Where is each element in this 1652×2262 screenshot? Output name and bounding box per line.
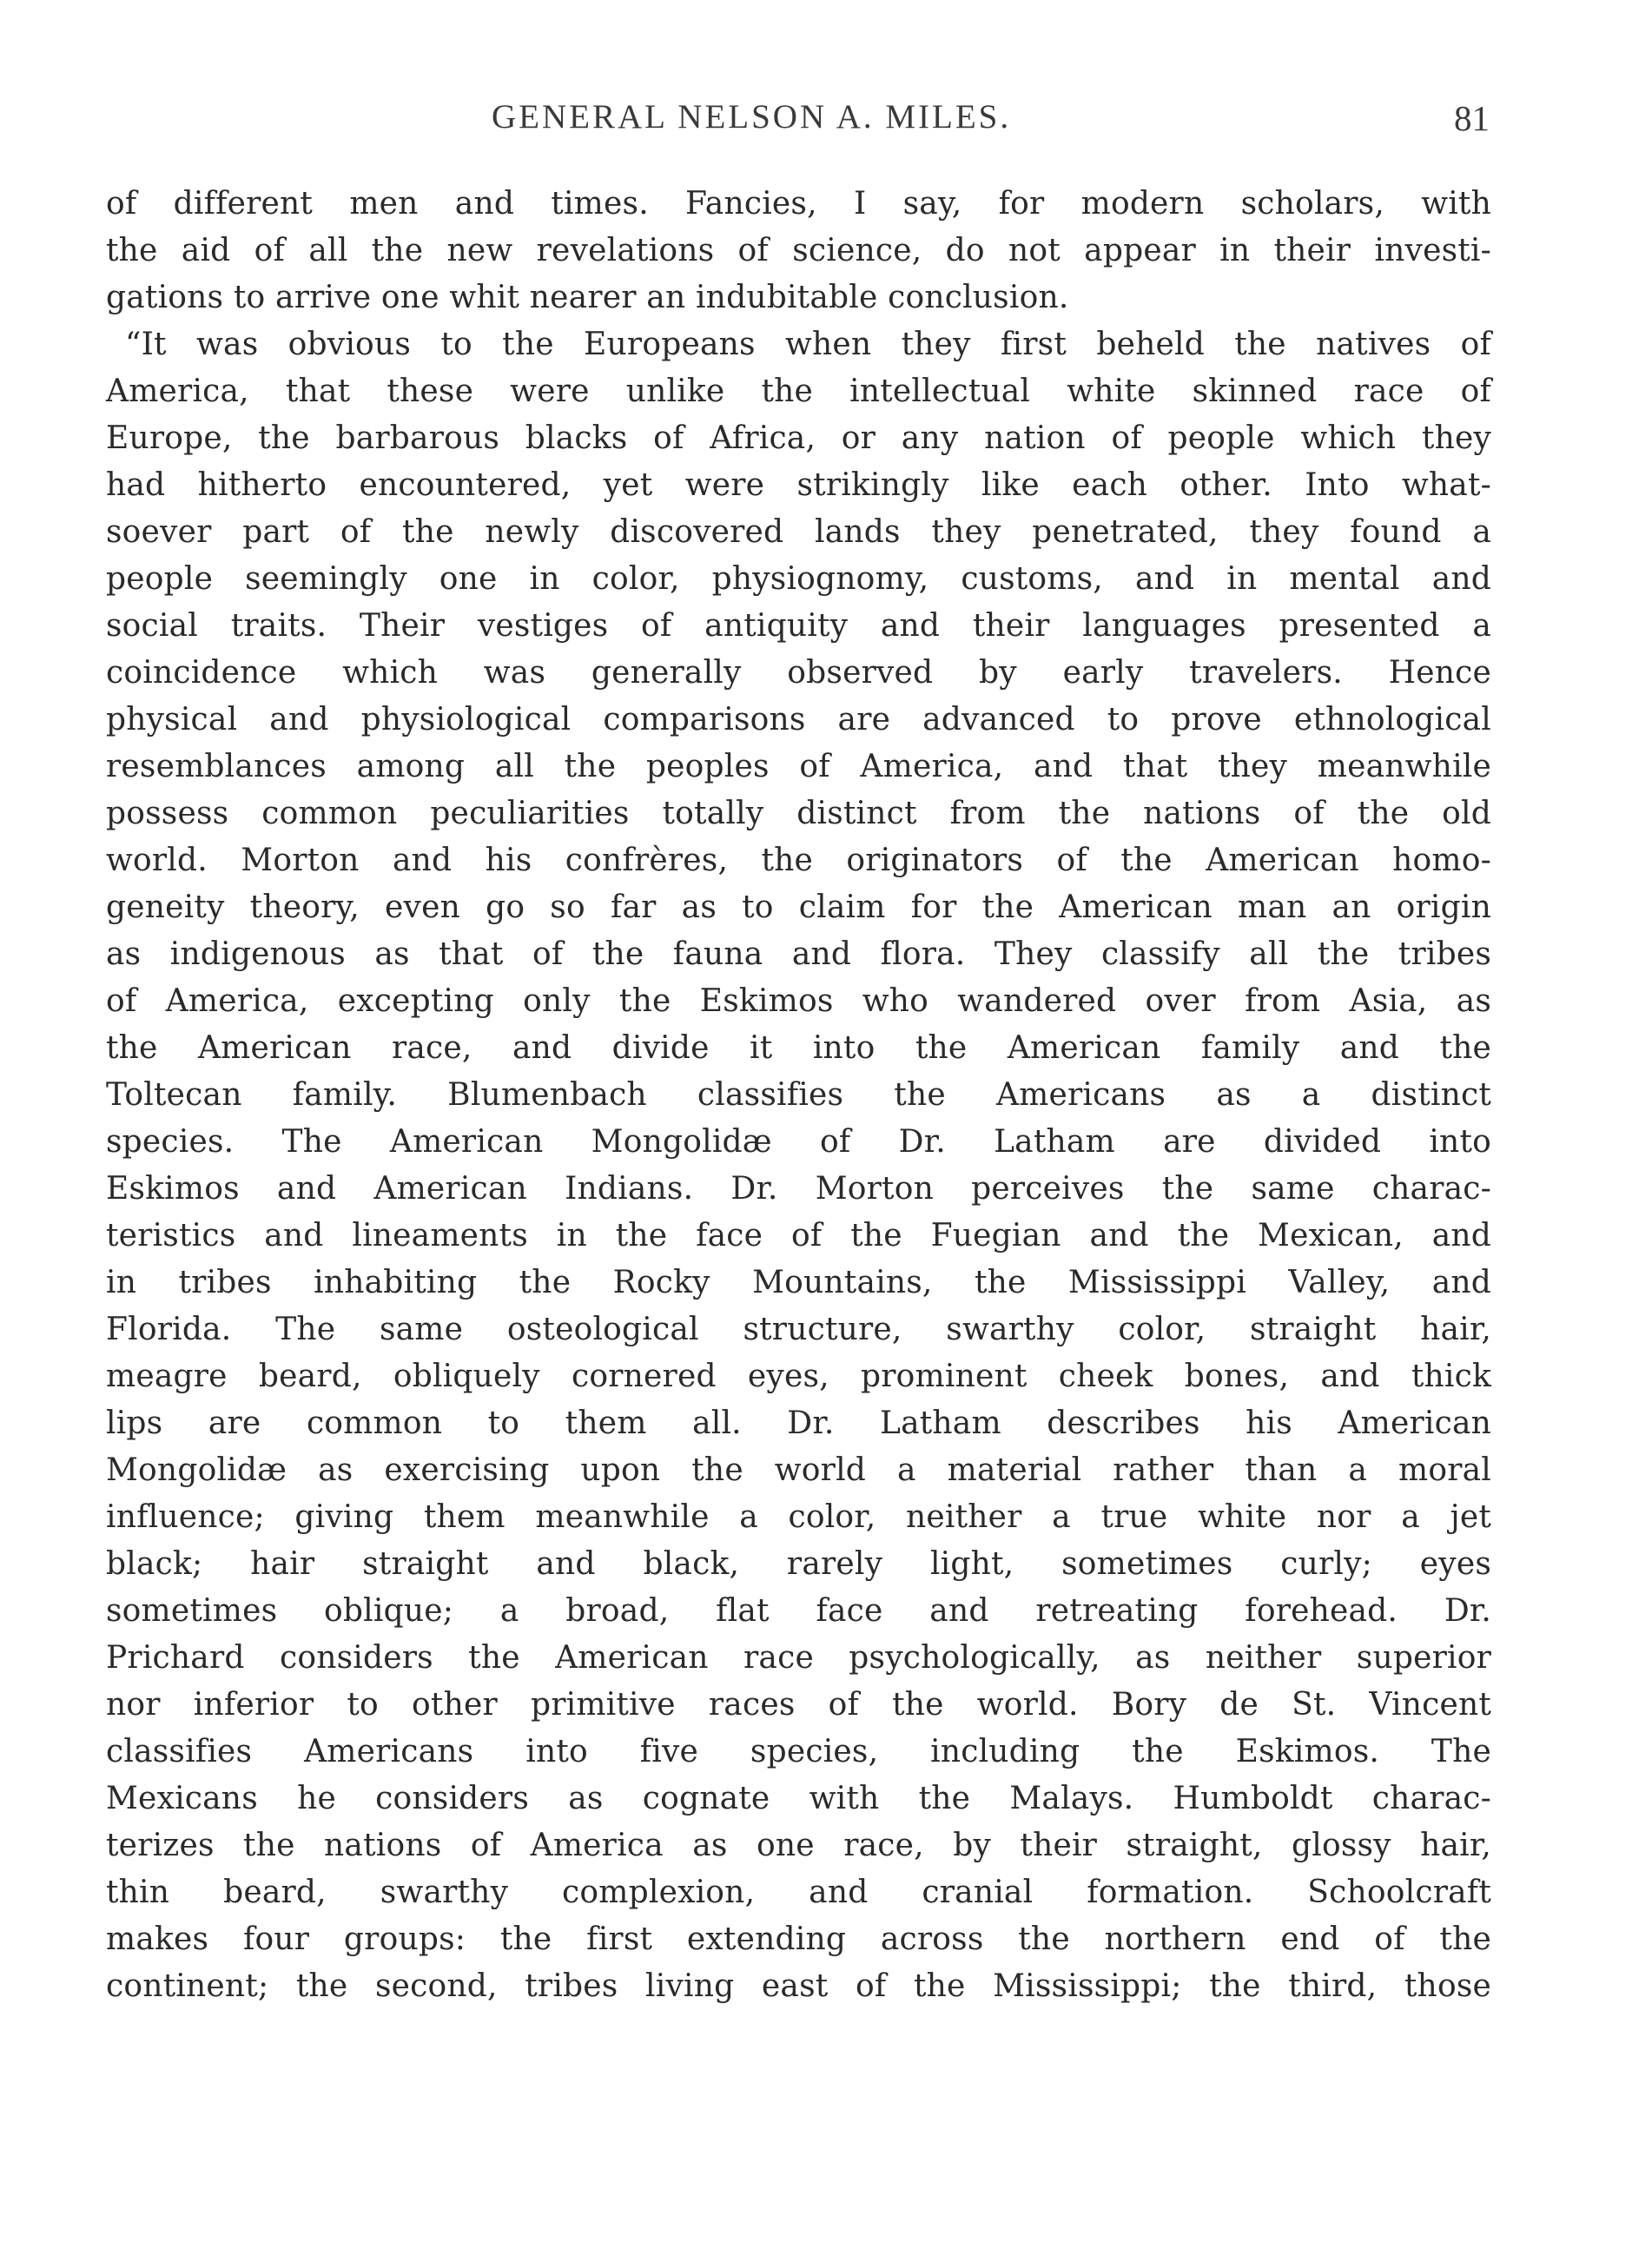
text-line: possess common peculiarities totally distinct from the nations of the old — [106, 796, 1491, 831]
text-line: continent; the second, tribes living east of the Mississippi; the third, those — [106, 1968, 1491, 2004]
text-line: of different men and times. Fancies, I say, for modern scholars, with — [106, 186, 1491, 222]
text-line: lips are common to them all. Dr. Latham describes his American — [106, 1405, 1491, 1441]
running-head — [0, 97, 1652, 149]
text-line: the American race, and divide it into the American family and the — [106, 1030, 1491, 1066]
text-line: the aid of all the new revelations of science, do not appear in their investi- — [106, 233, 1491, 268]
text-line: geneity theory, even go so far as to claim for the American man an origin — [106, 890, 1491, 925]
text-line: Prichard considers the American race psychologically, as neither superior — [106, 1640, 1491, 1676]
text-line: world. Morton and his confrères, the originators of the American homo- — [106, 843, 1491, 878]
text-line: Europe, the barbarous blacks of Africa, or any nation of people which they — [106, 420, 1491, 456]
text-line: physical and physiological comparisons are advanced to prove ethnological — [106, 702, 1491, 737]
text-line: as indigenous as that of the fauna and flora. They classify all the tribes — [106, 936, 1491, 972]
text-line: America, that these were unlike the intellectual white skinned race of — [106, 374, 1491, 409]
text-line: thin beard, swarthy complexion, and cranial formation. Schoolcraft — [106, 1875, 1491, 1910]
text-line: social traits. Their vestiges of antiquity and their languages presented a — [106, 608, 1491, 644]
text-line: Mongolidæ as exercising upon the world a material rather than a moral — [106, 1452, 1491, 1488]
page-number: 81 — [1454, 98, 1490, 138]
text-line: makes four groups: the first extending across the northern end of the — [106, 1921, 1491, 1957]
running-title: GENERAL NELSON A. MILES. — [492, 98, 1012, 136]
text-line: in tribes inhabiting the Rocky Mountains, the Mississippi Valley, and — [106, 1265, 1491, 1300]
text-line: resemblances among all the peoples of America, and that they meanwhile — [106, 749, 1491, 784]
text-line: Eskimos and American Indians. Dr. Morton perceives the same charac- — [106, 1171, 1491, 1207]
text-line: Mexicans he considers as cognate with the Malays. Humboldt charac- — [106, 1781, 1491, 1816]
text-line: terizes the nations of America as one race, by their straight, glossy hair, — [106, 1828, 1491, 1863]
text-line: people seemingly one in color, physiognomy, customs, and in mental and — [106, 561, 1491, 597]
text-line: had hitherto encountered, yet were strikingly like each other. Into what- — [106, 467, 1491, 503]
text-line: influence; giving them meanwhile a color, neither a true white nor a jet — [106, 1499, 1491, 1535]
text-line: gations to arrive one whit nearer an indubitable conclusion. — [106, 280, 1069, 315]
text-line: classifies Americans into five species, including the Eskimos. The — [106, 1734, 1491, 1769]
text-line: soever part of the newly discovered lands they penetrated, they found a — [106, 514, 1491, 550]
text-line: black; hair straight and black, rarely light, sometimes curly; eyes — [106, 1546, 1491, 1582]
text-line: Toltecan family. Blumenbach classifies the Americans as a distinct — [106, 1077, 1491, 1113]
body-text — [106, 181, 1491, 2010]
text-line: nor inferior to other primitive races of the world. Bory de St. Vincent — [106, 1687, 1491, 1723]
text-line: coincidence which was generally observed by early travelers. Hence — [106, 655, 1491, 691]
text-line: Florida. The same osteological structure, swarthy color, straight hair, — [106, 1312, 1491, 1347]
paragraph-start-line: “It was obvious to the Europeans when they first beheld the natives of — [125, 327, 1491, 362]
text-line: species. The American Mongolidæ of Dr. Latham are divided into — [106, 1124, 1491, 1160]
text-line: sometimes oblique; a broad, flat face and retreating forehead. Dr. — [106, 1593, 1491, 1629]
text-line: of America, excepting only the Eskimos who wandered over from Asia, as — [106, 983, 1491, 1019]
text-line: teristics and lineaments in the face of the Fuegian and the Mexican, and — [106, 1218, 1491, 1253]
text-line: meagre beard, obliquely cornered eyes, prominent cheek bones, and thick — [106, 1359, 1491, 1394]
